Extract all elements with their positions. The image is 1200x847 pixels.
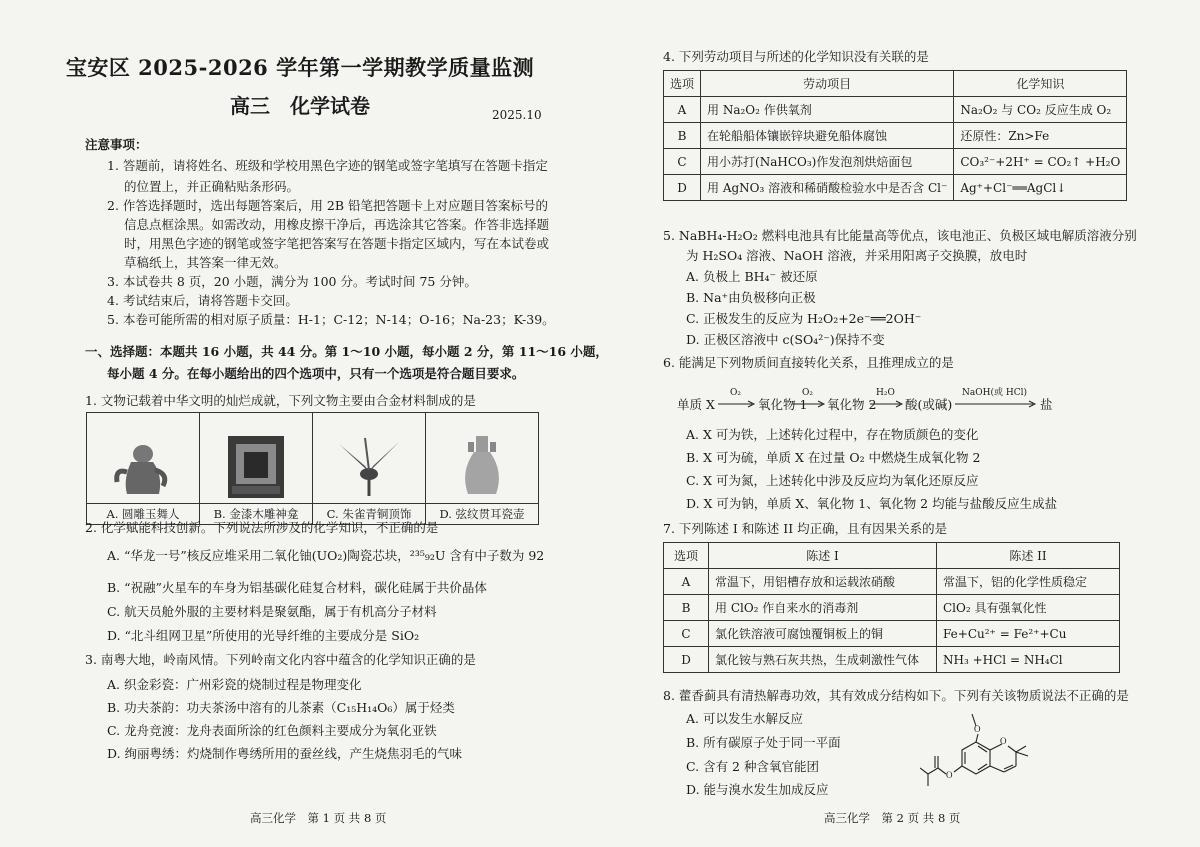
q3-option-b: B. 功夫茶韵：功夫茶汤中溶有的儿茶素（C₁₅H₁₄O₆）属于烃类: [107, 700, 455, 715]
section-title: 一、选择题：本题共 16 小题，共 44 分。第 1～10 小题，每小题 2 分，第 11～16 小题，: [85, 344, 608, 359]
q6-option-a: A. X 可为铁，上述转化过程中，存在物质颜色的变化: [686, 427, 979, 442]
q4-table: [663, 70, 1127, 201]
table-cell: B: [664, 595, 709, 621]
scheme-species: 单质 X: [677, 397, 715, 412]
table-header: 陈述 I: [709, 543, 937, 569]
note-line: 2. 作答选择题时，选出每题答案后，用 2B 铅笔把答题卡上对应题目答案标号的: [107, 198, 548, 213]
table-header: 陈述 II: [937, 543, 1120, 569]
artifact-caption: A. 圆雕玉舞人: [87, 504, 200, 525]
q2-option-d: D. “北斗组网卫星”所使用的光导纤维的主要成分是 SiO₂: [107, 628, 420, 643]
table-cell: D: [664, 175, 701, 201]
q5-option-b: B. Na⁺由负极移向正极: [686, 290, 816, 305]
table-cell: NH₃ +HCl = NH₄Cl: [937, 647, 1120, 673]
question-8-stem: 8. 藿香蓟具有清热解毒功效，其有效成分结构如下。下列有关该物质说法不正确的是: [663, 688, 1129, 703]
arrow-icon: [792, 399, 826, 409]
q7-table: [663, 542, 1120, 673]
table-cell: 在轮船船体镶嵌锌块避免船体腐蚀: [701, 123, 954, 149]
page-footer: 高三化学 第 2 页 共 8 页: [824, 811, 961, 825]
table-cell: 氯化铵与熟石灰共热，生成刺激性气体: [709, 647, 937, 673]
table-row: [664, 175, 1127, 201]
note-line: 4. 考试结束后，请将答题卡交回。: [107, 293, 298, 308]
table-row: [664, 569, 1120, 595]
exam-subtitle: 高三 化学试卷: [230, 94, 370, 118]
table-cell: A: [664, 569, 709, 595]
scheme-species: 盐: [1040, 397, 1053, 412]
scheme-reagent: O₂: [730, 388, 741, 398]
artifact-caption: B. 金漆木雕神龛: [200, 504, 313, 525]
table-row: [664, 149, 1127, 175]
molecule-structure-diagram: [920, 706, 1050, 798]
note-line: 信息点框涂黑。如需改动，用橡皮擦干净后，再选涂其它答案。作答非选择题: [124, 217, 550, 232]
scheme-species: 氧化物 2: [827, 397, 877, 412]
table-row: [664, 123, 1127, 149]
question-3-stem: 3. 南粤大地，岭南风情。下列岭南文化内容中蕴含的化学知识正确的是: [85, 652, 476, 667]
question-6-stem: 6. 能满足下列物质间直接转化关系，且推理成立的是: [663, 355, 954, 370]
table-cell: 用 AgNO₃ 溶液和稀硝酸检验水中是否含 Cl⁻: [701, 175, 954, 201]
table-cell: 常温下，铝的化学性质稳定: [937, 569, 1120, 595]
note-line: 的位置上，并正确粘贴条形码。: [124, 179, 300, 194]
table-cell: Ag⁺+Cl⁻══AgCl↓: [954, 175, 1127, 201]
scheme-reagent: H₂O: [876, 388, 895, 398]
question-5-stem-cont: 为 H₂SO₄ 溶液、NaOH 溶液，并采用阳离子交换膜，放电时: [686, 248, 1028, 263]
q5-option-d: D. 正极区溶液中 c(SO₄²⁻)保持不变: [686, 332, 885, 347]
q5-option-a: A. 负极上 BH₄⁻ 被还原: [686, 269, 818, 284]
arrow-icon: [955, 399, 1037, 409]
q8-option-d: D. 能与溴水发生加成反应: [686, 782, 829, 797]
q3-option-d: D. 绚丽粤绣：灼烧制作粤绣所用的蚕丝线，产生烧焦羽毛的气味: [107, 746, 463, 761]
arrow-icon: [870, 399, 904, 409]
table-row: [664, 621, 1120, 647]
svg-text:O: O: [1000, 736, 1007, 746]
table-cell: 用 Na₂O₂ 作供氧剂: [701, 97, 954, 123]
exam-title: 宝安区 2025-2026 学年第一学期教学质量监测: [65, 55, 535, 80]
arrow-icon: [718, 399, 756, 409]
table-cell: 用小苏打(NaHCO₃)作发泡剂烘焙面包: [701, 149, 954, 175]
note-line: 1. 答题前，请将姓名、班级和学校用黑色字迹的钢笔或签字笔填写在答题卡指定: [107, 158, 548, 173]
q8-option-b: B. 所有碳原子处于同一平面: [686, 735, 841, 750]
q6-option-d: D. X 可为钠，单质 X、氧化物 1、氧化物 2 均能与盐酸反应生成盐: [686, 496, 1058, 511]
q2-option-b: B. “祝融”火星车的车身为铝基碳化硅复合材料，碳化硅属于共价晶体: [107, 580, 487, 595]
scheme-reagent: NaOH(或 HCl): [962, 388, 1027, 398]
artifact-caption: D. 弦纹贯耳瓷壶: [426, 504, 539, 525]
table-cell: CO₃²⁻+2H⁺ = CO₂↑ +H₂O: [954, 149, 1127, 175]
question-4-stem: 4. 下列劳动项目与所述的化学知识没有关联的是: [663, 49, 929, 64]
table-cell: C: [664, 149, 701, 175]
note-line: 时，用黑色字迹的钢笔或签字笔把答案写在答题卡指定区域内，写在本试卷或: [124, 236, 550, 251]
note-line: 草稿纸上，其答案一律无效。: [124, 255, 287, 270]
table-cell: B: [664, 123, 701, 149]
q6-option-c: C. X 可为氮，上述转化中涉及反应均为氧化还原反应: [686, 473, 979, 488]
table-header: 选项: [664, 543, 709, 569]
table-row: [664, 647, 1120, 673]
q5-option-c: C. 正极发生的反应为 H₂O₂+2e⁻══2OH⁻: [686, 311, 922, 326]
scheme-species: 氧化物 1: [758, 397, 808, 412]
table-cell: Na₂O₂ 与 CO₂ 反应生成 O₂: [954, 97, 1127, 123]
table-cell: Fe+Cu²⁺ = Fe²⁺+Cu: [937, 621, 1120, 647]
table-header: 劳动项目: [701, 71, 954, 97]
svg-text:O: O: [974, 724, 981, 734]
table-row: [664, 595, 1120, 621]
q2-option-a: A. “华龙一号”核反应堆采用二氧化铀(UO₂)陶瓷芯块，²³⁵₉₂U 含有中子数为 92: [107, 548, 545, 563]
table-header: 化学知识: [954, 71, 1127, 97]
section-title: 每小题 4 分。在每小题给出的四个选项中，只有一个选项是符合题目要求。: [107, 366, 525, 381]
notes-heading: 注意事项：: [85, 137, 148, 152]
question-1-stem: 1. 文物记载着中华文明的灿烂成就，下列文物主要由合金材料制成的是: [85, 393, 476, 408]
note-line: 5. 本卷可能所需的相对原子质量：H-1；C-12；N-14；O-16；Na-23；K-39。: [107, 312, 555, 327]
q8-option-c: C. 含有 2 种含氧官能团: [686, 759, 819, 774]
svg-text:O: O: [946, 770, 953, 780]
table-cell: 常温下，用铝槽存放和运载浓硝酸: [709, 569, 937, 595]
exam-date: 2025.10: [492, 108, 542, 122]
scheme-species: 酸(或碱): [905, 397, 953, 412]
note-line: 3. 本试卷共 8 页，20 小题，满分为 100 分。考试时间 75 分钟。: [107, 274, 477, 289]
question-2-stem: 2. 化学赋能科技创新。下列说法所涉及的化学知识，不正确的是: [85, 520, 439, 535]
table-cell: A: [664, 97, 701, 123]
q8-option-a: A. 可以发生水解反应: [686, 711, 803, 726]
q3-option-a: A. 织金彩瓷：广州彩瓷的烧制过程是物理变化: [107, 677, 362, 692]
table-row: [664, 97, 1127, 123]
question-5-stem: 5. NaBH₄-H₂O₂ 燃料电池具有比能量高等优点，该电池正、负极区域电解质溶液分别: [663, 228, 1137, 243]
table-cell: C: [664, 621, 709, 647]
page-footer: 高三化学 第 1 页 共 8 页: [250, 811, 387, 825]
q2-option-c: C. 航天员舱外服的主要材料是聚氨酯，属于有机高分子材料: [107, 604, 437, 619]
question-7-stem: 7. 下列陈述 I 和陈述 II 均正确，且有因果关系的是: [663, 521, 948, 536]
table-cell: 氯化铁溶液可腐蚀覆铜板上的铜: [709, 621, 937, 647]
table-cell: ClO₂ 具有强氧化性: [937, 595, 1120, 621]
q3-option-c: C. 龙舟竞渡：龙舟表面所涂的红色颜料主要成分为氧化亚铁: [107, 723, 437, 738]
q6-option-b: B. X 可为硫，单质 X 在过量 O₂ 中燃烧生成氧化物 2: [686, 450, 981, 465]
table-cell: D: [664, 647, 709, 673]
table-header: 选项: [664, 71, 701, 97]
table-cell: 用 ClO₂ 作自来水的消毒剂: [709, 595, 937, 621]
scheme-reagent: O₂: [802, 388, 813, 398]
table-cell: 还原性：Zn>Fe: [954, 123, 1127, 149]
artifact-caption: C. 朱雀青铜顶饰: [313, 504, 426, 525]
